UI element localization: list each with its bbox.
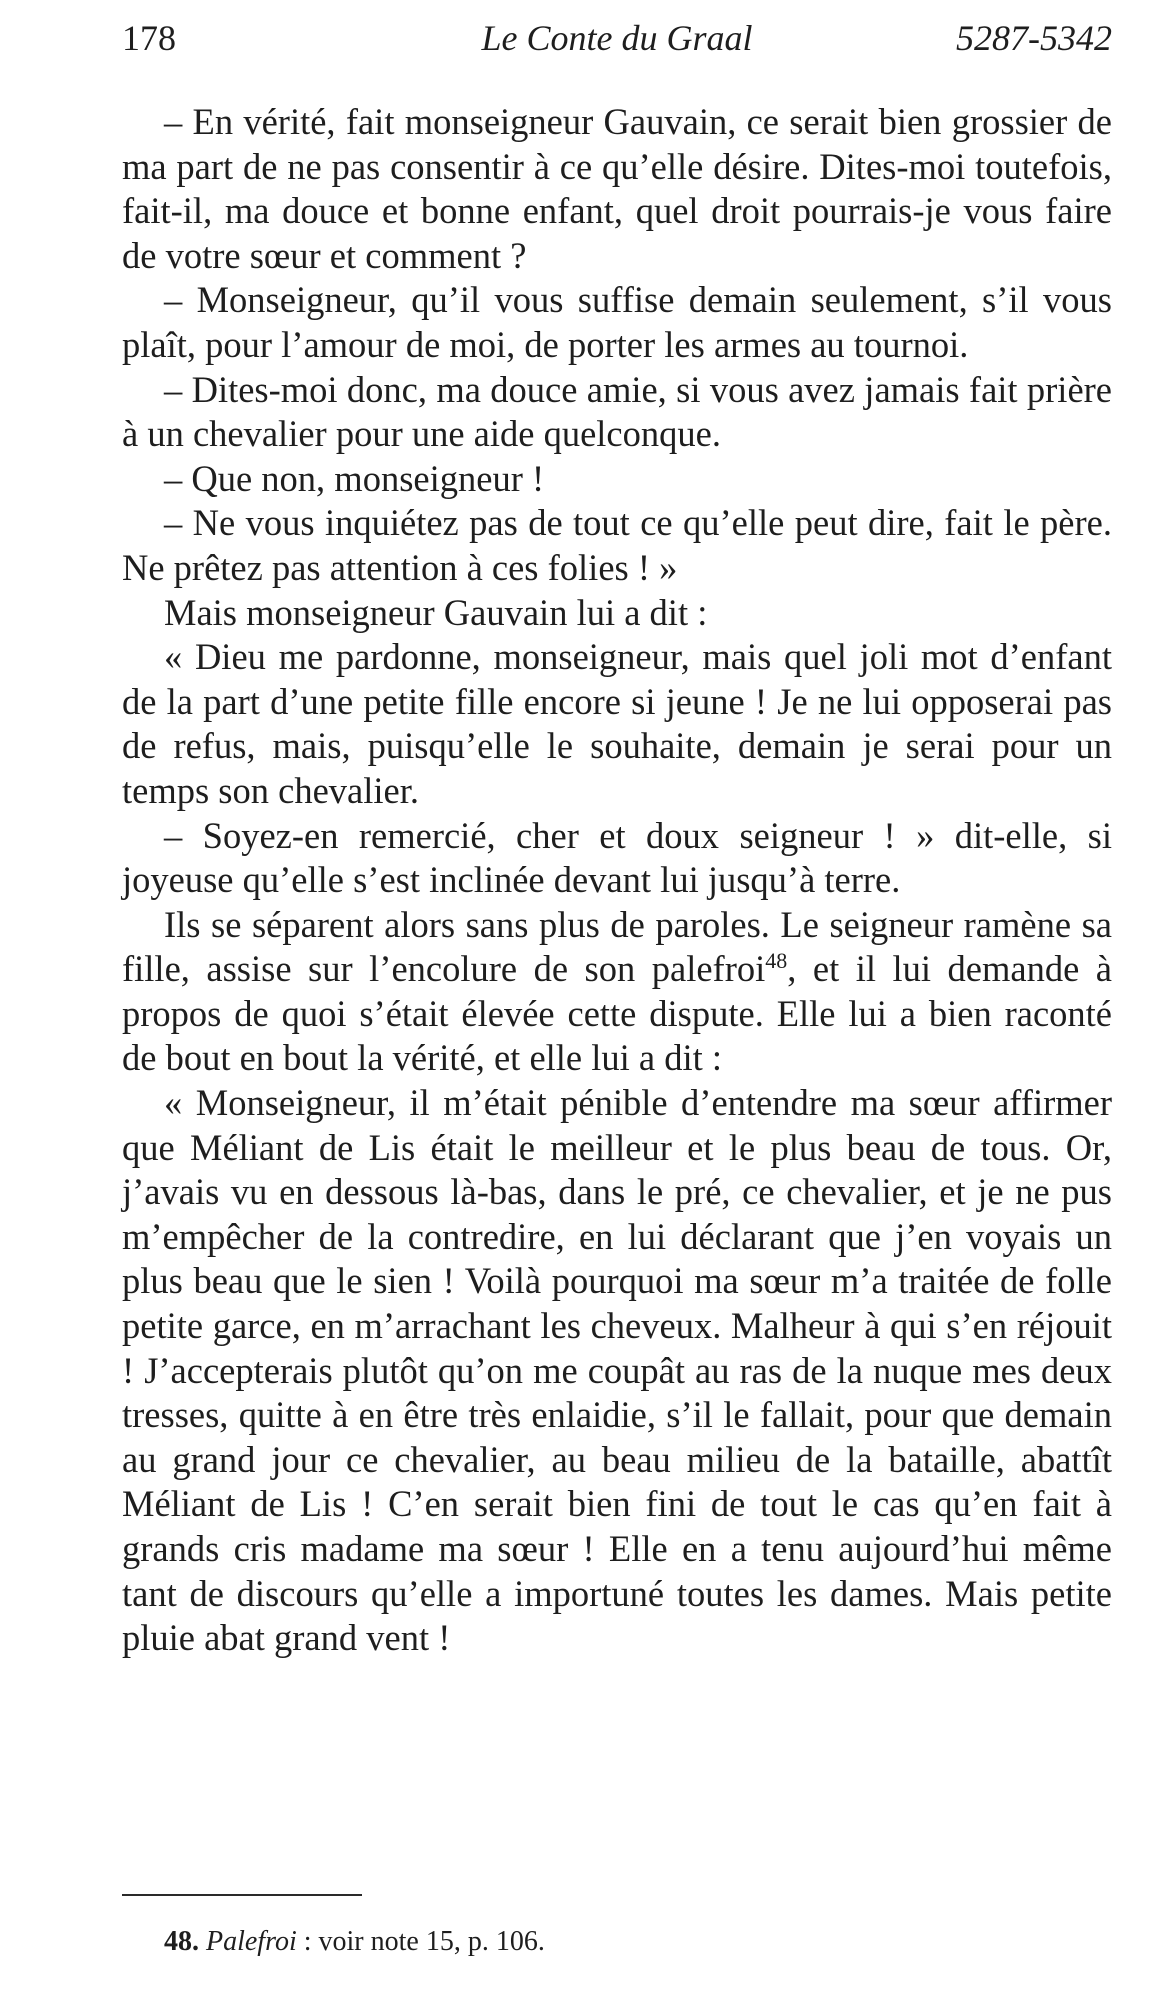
paragraph: – Dites-moi donc, ma douce amie, si vous avez jamais fait prière à un chevalier pour une aide quelconque.: [122, 368, 1112, 455]
paragraph: – Monseigneur, qu’il vous suffise demain seulement, s’il vous plaît, pour l’amour de moi, de porter les armes au tournoi.: [122, 279, 1112, 365]
paragraph: – Soyez-en remercié, cher et doux seigneur ! » dit-elle, si joyeuse qu’elle s’est inclinée devant lui jusqu’à terre.: [122, 814, 1112, 901]
paragraph: – En vérité, fait monseigneur Gauvain, ce serait bien grossier de ma part de ne pas consentir à ce qu’elle désire. Dites-moi toutefois, fait-il, ma douce et bonne enfant, quel droit pourrais-je vous faire de votre sœur et comment ?: [122, 101, 1112, 276]
paragraph: – Que non, monseigneur !: [164, 457, 545, 499]
footnote: [164, 1922, 1104, 1962]
closing-paragraph: « Monseigneur, il m’était pénible d’entendre ma sœur affirmer que Méliant de Lis était le meilleur et le plus beau de tous. Or, j’avais vu en dessous là-bas, dans le pré, ce chevalier, et je ne pus m’empêcher de la contredire, en lui déclarant que j’en voyais un plus beau que le sien ! Voilà pourquoi ma sœur m’a traitée de folle petite garce, en m’arrachant les cheveux. Malheur à qui s’en réjouit ! J’accepterais plutôt qu’on me coupât au ras de la nuque mes deux tresses, quitte à en être très enlaidie, s’il le fallait, pour que demain au grand jour ce chevalier, au beau milieu de la bataille, abattît Méliant de Lis ! C’en serait bien fini de tout le cas qu’en fait à grands cris madame ma sœur ! Elle en a tenu aujourd’hui même tant de discours qu’elle a importuné toutes les dames. Mais petite pluie abat grand vent !: [122, 1082, 1112, 1659]
page-header: [122, 12, 1112, 64]
footnote-number: 48.: [164, 1926, 199, 1957]
verse-range: 5287-5342: [956, 18, 1112, 58]
page-number: 178: [122, 18, 176, 58]
paragraph-text-after-note: , et il lui demande à propos de quoi s’était élevée cette dispute. Elle lui a bien raconté de bout en bout la vérité, et elle lui a dit :: [122, 948, 1112, 1079]
paragraph: Mais monseigneur Gauvain lui a dit :: [164, 591, 708, 633]
paragraph-text-before-note: Ils se séparent alors sans plus de paroles. Le seigneur ramène sa fille, assise sur l’encolure de son palefroi: [122, 903, 1112, 990]
body-text: [122, 100, 1112, 1661]
footnote-text: : voir note 15, p. 106.: [296, 1926, 545, 1957]
footnote-reference[interactable]: 48: [765, 948, 788, 974]
paragraph: « Dieu me pardonne, monseigneur, mais quel joli mot d’enfant de la part d’une petite fille encore si jeune ! Je ne lui opposerai pas de refus, mais, puisqu’elle le souhaite, demain je serai pour un temps son chevalier.: [122, 636, 1112, 811]
footnote-divider: [122, 1894, 362, 1896]
paragraph-with-footnote: [122, 903, 1112, 1081]
paragraph: – Ne vous inquiétez pas de tout ce qu’elle peut dire, fait le père. Ne prêtez pas attention à ces folies ! »: [122, 502, 1112, 588]
footnote-term: Palefroi: [206, 1926, 297, 1957]
running-title: Le Conte du Graal: [481, 18, 753, 58]
